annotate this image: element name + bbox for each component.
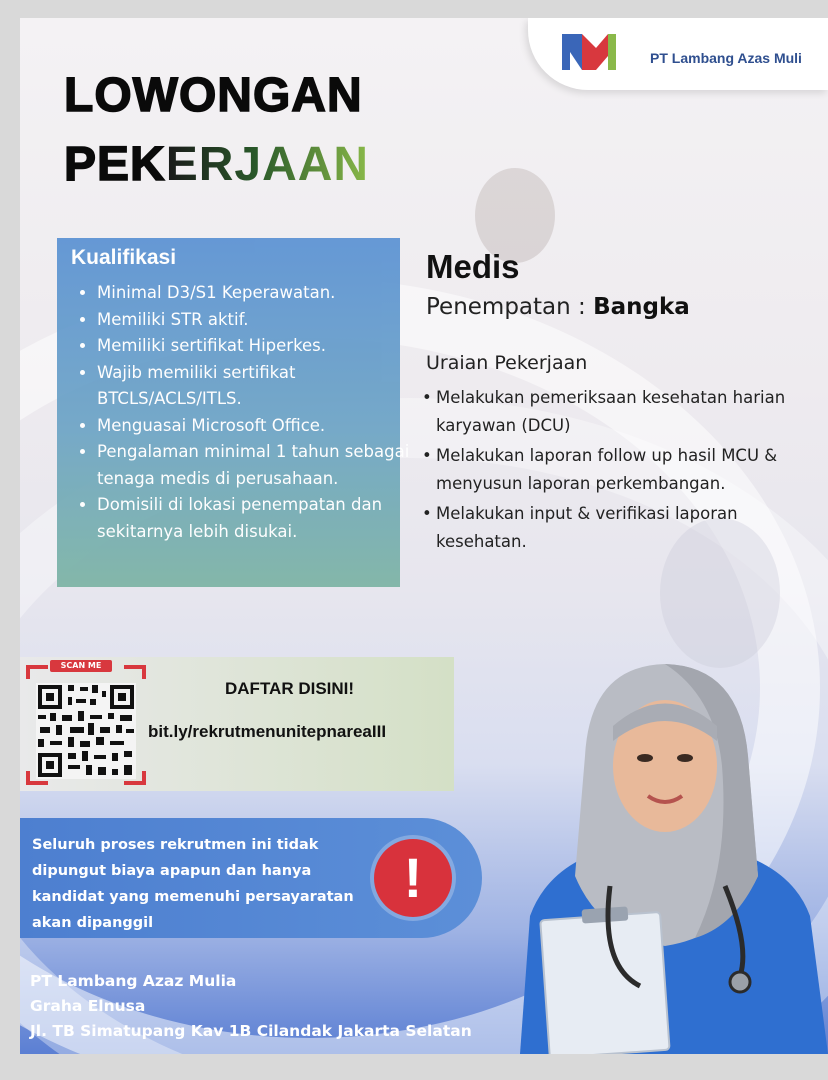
job-description-item: • Melakukan laporan follow up hasil MCU & menyusun laporan perkembangan. bbox=[436, 442, 816, 497]
exclamation-icon bbox=[374, 839, 452, 917]
job-description-title: Uraian Pekerjaan bbox=[426, 352, 588, 374]
qualification-item: • Memiliki sertifikat Hiperkes. bbox=[97, 333, 415, 360]
qualification-item: • Minimal D3/S1 Keperawatan. bbox=[97, 280, 415, 307]
company-logo bbox=[560, 30, 622, 74]
qualification-item: • Domisili di lokasi penempatan dan sekitarnya lebih disukai. bbox=[97, 492, 415, 545]
job-description-item: • Melakukan pemeriksaan kesehatan harian karyawan (DCU) bbox=[436, 384, 816, 439]
address-line-1: PT Lambang Azaz Mulia bbox=[30, 972, 237, 990]
qualification-item: • Memiliki STR aktif. bbox=[97, 307, 415, 334]
register-cta: DAFTAR DISINI! bbox=[225, 679, 355, 698]
headline-line-2-part-a: PEK bbox=[64, 138, 166, 191]
registration-band bbox=[20, 657, 454, 791]
qualification-item: • Menguasai Microsoft Office. bbox=[97, 413, 415, 440]
headline-line-2 bbox=[64, 138, 370, 191]
address-line-3: Jl. TB Simatupang Kav 1B Cilandak Jakarta Selatan bbox=[30, 1022, 472, 1040]
notice-banner bbox=[20, 818, 482, 938]
company-name: PT Lambang Azas Muli bbox=[650, 50, 802, 66]
job-poster bbox=[20, 18, 828, 1054]
qualifications-box bbox=[57, 238, 410, 587]
qr-code[interactable] bbox=[26, 665, 146, 785]
position-title: Medis bbox=[426, 248, 520, 285]
placement-value: Bangka bbox=[593, 294, 690, 320]
headline-line-2-part-b: ERJAAN bbox=[165, 138, 370, 191]
registration-link[interactable]: bit.ly/rekrutmenunitepnareaIII bbox=[148, 722, 387, 741]
placement bbox=[426, 294, 690, 320]
qualification-item: • Wajib memiliki sertifikat BTCLS/ACLS/ITLS. bbox=[97, 360, 415, 413]
job-description-item: • Melakukan input & verifikasi laporan kesehatan. bbox=[436, 500, 816, 555]
headline-line-1: LOWONGAN bbox=[64, 69, 363, 122]
scan-me-label: SCAN ME bbox=[50, 660, 112, 672]
exclamation-mark: ! bbox=[403, 846, 423, 909]
qualification-item: • Pengalaman minimal 1 tahun sebagai tenaga medis di perusahaan. bbox=[97, 439, 415, 492]
job-description-list bbox=[436, 384, 816, 558]
nurse-photo bbox=[490, 646, 828, 1054]
address-line-2: Graha Elnusa bbox=[30, 997, 146, 1015]
qualifications-list bbox=[71, 280, 415, 545]
placement-label: Penempatan : bbox=[426, 294, 594, 320]
notice-text: Seluruh proses rekrutmen ini tidak dipungut biaya apapun dan hanya kandidat yang memenuhi persayaratan akan dipanggil bbox=[32, 837, 354, 931]
qualifications-title: Kualifikasi bbox=[71, 246, 177, 269]
